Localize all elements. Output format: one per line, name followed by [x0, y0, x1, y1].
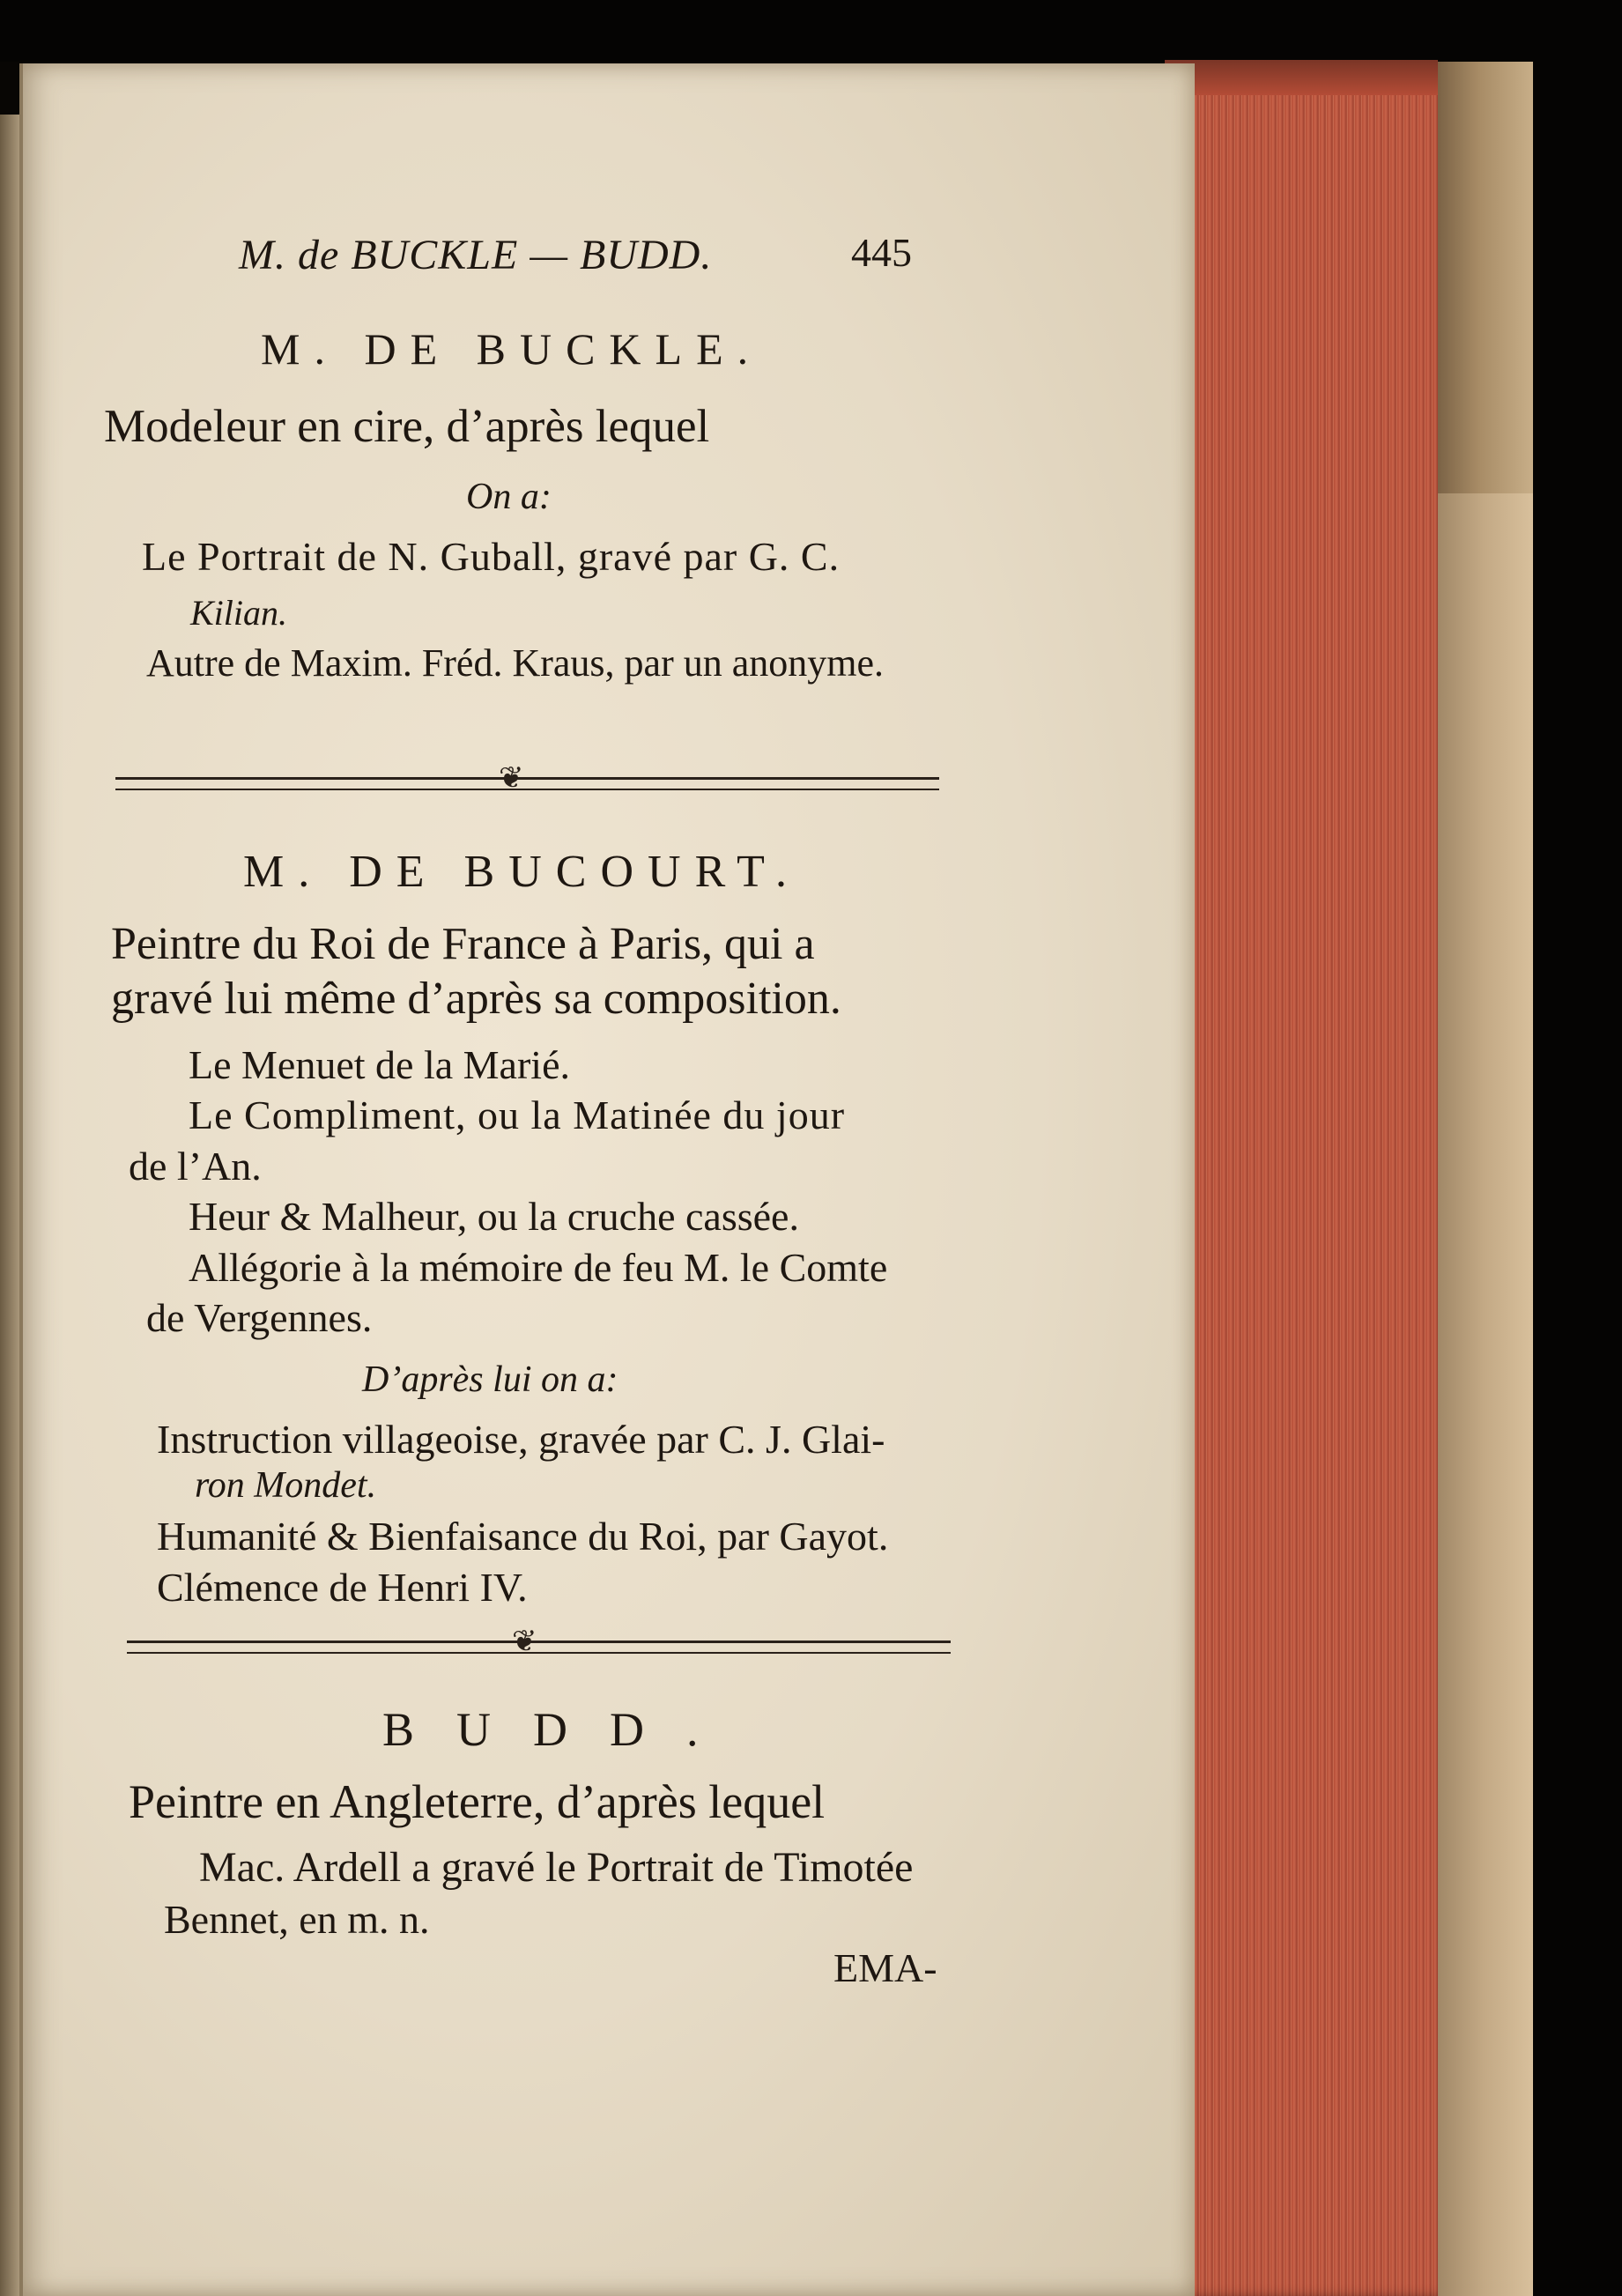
- book-page: [19, 63, 1195, 2296]
- entry-item: ron Mondet.: [195, 1465, 377, 1506]
- page-number: 445: [851, 230, 912, 275]
- ornamental-rule: [115, 777, 939, 790]
- rule-ornament-icon: ❦: [512, 1626, 537, 1658]
- entry-item: Le Menuet de la Marié.: [189, 1042, 570, 1087]
- entry-item: de Vergennes.: [146, 1295, 373, 1340]
- entry-item: Le Portrait de N. Guball, gravé par G. C.: [142, 534, 841, 579]
- entry-item: Allégorie à la mémoire de feu M. le Comte: [189, 1245, 888, 1290]
- entry-subheading-bucourt: D’après lui on a:: [362, 1359, 618, 1400]
- entry-heading-buckle: M. DE BUCKLE.: [261, 324, 763, 374]
- entry-item: Clémence de Henri IV.: [157, 1565, 528, 1610]
- rule-ornament-icon: ❦: [499, 762, 524, 795]
- entry-description-budd: Peintre en Angleterre, d’après lequel: [129, 1775, 826, 1828]
- entry-item: Humanité & Bienfaisance du Roi, par Gayot.: [157, 1514, 889, 1559]
- scan-top-border: [0, 0, 1622, 62]
- entry-description-buckle: Modeleur en cire, d’après lequel: [104, 401, 710, 452]
- entry-description-bucourt-1: Peintre du Roi de France à Paris, qui a: [111, 919, 815, 969]
- entry-item: Instruction villageoise, gravée par C. J. Glai-: [157, 1417, 885, 1462]
- running-title: M. de BUCKLE — BUDD.: [239, 232, 713, 278]
- entry-item: de l’An.: [129, 1144, 262, 1189]
- entry-item: Heur & Malheur, ou la cruche cassée.: [189, 1194, 799, 1239]
- entry-heading-budd: BUDD.: [382, 1703, 741, 1756]
- scan-right-border: [1533, 0, 1622, 2296]
- entry-item: Kilian.: [190, 593, 288, 633]
- entry-heading-bucourt: M. DE BUCOURT.: [243, 847, 802, 897]
- entry-item: Autre de Maxim. Fréd. Kraus, par un anonyme.: [146, 641, 885, 685]
- entry-item: Le Compliment, ou la Matinée du jour: [189, 1092, 846, 1137]
- entry-description-bucourt-2: gravé lui même d’après sa composition.: [111, 974, 841, 1024]
- entry-subheading-buckle: On a:: [466, 477, 552, 517]
- entry-item: Mac. Ardell a gravé le Portrait de Timotée: [199, 1844, 914, 1891]
- page-fore-edge: [1165, 60, 1438, 2296]
- entry-item: Bennet, en m. n.: [164, 1897, 430, 1942]
- ornamental-rule: [127, 1641, 951, 1654]
- catchword: EMA-: [833, 1945, 937, 1990]
- page-fore-edge-top: [1165, 60, 1438, 95]
